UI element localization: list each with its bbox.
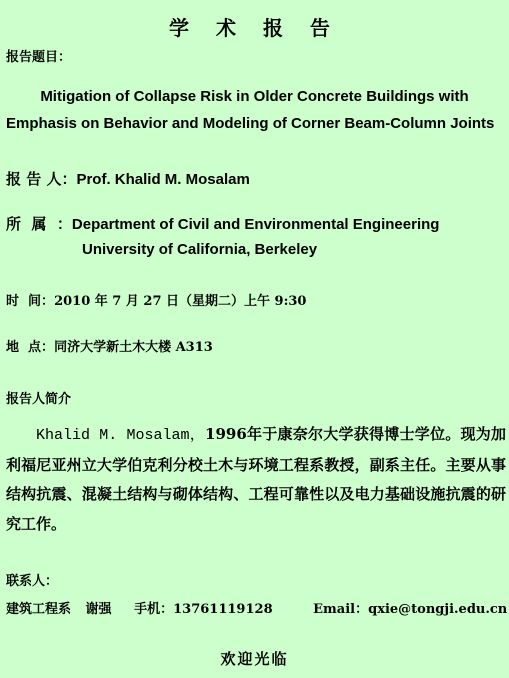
place-row bbox=[6, 336, 213, 355]
speaker-row bbox=[6, 168, 250, 189]
page-title: 学 术 报 告 bbox=[169, 16, 340, 40]
time-value: 2010 年 7 月 27 日（星期二）上午 9:30 bbox=[54, 294, 307, 309]
phone-number: 13761119128 bbox=[173, 602, 273, 617]
affiliation-row bbox=[6, 213, 439, 234]
time-label: 时 间： bbox=[6, 294, 55, 309]
topic-label: 报告题目： bbox=[6, 50, 72, 65]
email-label: Email： bbox=[313, 602, 369, 617]
contact-row bbox=[6, 598, 506, 617]
time-row bbox=[6, 290, 306, 309]
affiliation-line-2: University of California, Berkeley bbox=[82, 241, 318, 258]
speaker-name: Prof. Khalid M. Mosalam bbox=[76, 171, 250, 188]
phone-label: 手机： bbox=[134, 602, 174, 617]
place-label: 地 点： bbox=[6, 340, 55, 355]
contact-dept: 建筑工程系 bbox=[6, 602, 72, 617]
affiliation-line-1: Department of Civil and Environmental Engineering bbox=[71, 216, 440, 233]
speaker-label: 报 告 人： bbox=[6, 170, 77, 188]
bio-text: 1996年于康奈尔大学获得博士学位。现为加利福尼亚州立大学伯克利分校土木与环境工程系教授，副系主任。主要从事结构抗震、混凝土结构与砌体结构、工程可靠性以及电力基础设施抗震的研究工作。 bbox=[6, 425, 507, 533]
welcome-text: 欢迎光临 bbox=[220, 650, 289, 668]
bio-label: 报告人简介 bbox=[6, 392, 72, 407]
contact-label: 联系人： bbox=[6, 574, 59, 589]
bio-paragraph bbox=[6, 420, 506, 539]
talk-title-line-1: Mitigation of Collapse Risk in Older Concrete Buildings with bbox=[40, 88, 469, 105]
affiliation-label: 所 属 ： bbox=[6, 215, 72, 233]
email-address: qxie@tongji.edu.cn bbox=[368, 602, 508, 617]
bio-name: Khalid M. Mosalam， bbox=[36, 427, 206, 444]
place-value: 同济大学新土木大楼 A313 bbox=[54, 340, 213, 355]
contact-person: 谢强 bbox=[85, 602, 112, 617]
talk-title-line-2: Emphasis on Behavior and Modeling of Corner Beam-Column Joints bbox=[6, 115, 495, 132]
